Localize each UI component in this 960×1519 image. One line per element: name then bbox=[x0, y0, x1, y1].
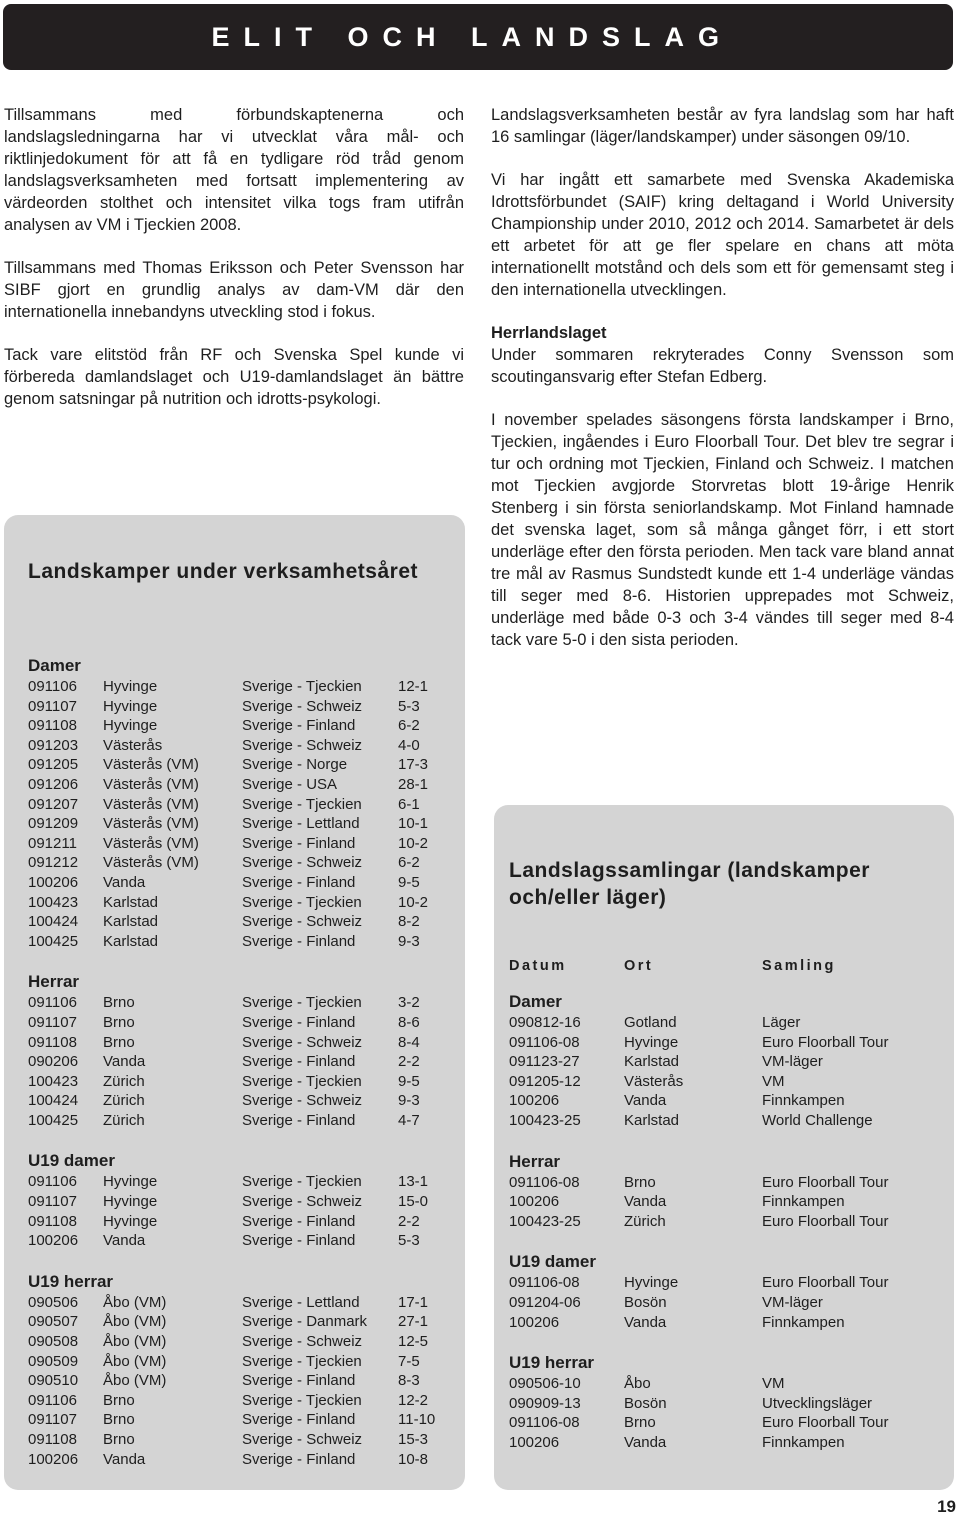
match-score: 8-4 bbox=[398, 1033, 420, 1051]
match-score: 6-2 bbox=[398, 717, 420, 735]
match-venue: Åbo (VM) bbox=[103, 1313, 167, 1331]
table-row bbox=[509, 1192, 932, 1212]
match-date: 091108 bbox=[28, 1431, 77, 1448]
group-title: U19 herrar bbox=[28, 1271, 114, 1291]
group-title: U19 damer bbox=[28, 1151, 115, 1171]
table-row bbox=[28, 1192, 438, 1212]
match-teams: Sverige - Finland bbox=[242, 1450, 356, 1468]
match-teams: Sverige - Finland bbox=[242, 1411, 356, 1429]
match-teams: Sverige - Finland bbox=[242, 1053, 356, 1071]
match-venue: Västerås (VM) bbox=[103, 834, 199, 852]
column-date: Datum bbox=[509, 958, 567, 974]
match-date: 090510 bbox=[28, 1372, 79, 1390]
matches-box-title: Landskamper under verksamhetsåret bbox=[28, 560, 418, 583]
match-venue: Västerås (VM) bbox=[103, 815, 199, 833]
table-row bbox=[28, 1231, 438, 1251]
match-date: 100206 bbox=[28, 873, 79, 891]
camp-date: 100206 bbox=[509, 1193, 560, 1211]
camp-date: 090506-10 bbox=[509, 1375, 581, 1393]
match-date: 091205 bbox=[28, 756, 79, 774]
table-row bbox=[28, 1371, 438, 1391]
camp-place: Brno bbox=[624, 1173, 656, 1191]
table-row bbox=[509, 1212, 932, 1232]
match-teams: Sverige - Lettland bbox=[242, 1293, 360, 1311]
camp-date: 091204-06 bbox=[509, 1293, 581, 1311]
camp-place: Vanda bbox=[624, 1313, 667, 1331]
camp-place: Karlstad bbox=[624, 1053, 680, 1071]
table-row bbox=[28, 912, 438, 932]
match-teams: Sverige - Danmark bbox=[242, 1313, 368, 1331]
match-teams: Sverige - Schweiz bbox=[242, 1431, 363, 1448]
match-venue: Zürich bbox=[103, 1111, 145, 1129]
table-row bbox=[509, 1293, 932, 1313]
match-score: 10-2 bbox=[398, 834, 429, 852]
match-venue: Karlstad bbox=[103, 913, 159, 931]
table-row bbox=[509, 1091, 932, 1111]
match-date: 091108 bbox=[28, 1033, 77, 1051]
match-score: 9-5 bbox=[398, 1072, 420, 1090]
matches-box bbox=[4, 515, 465, 1490]
match-score: 2-2 bbox=[398, 1212, 420, 1230]
match-venue: Hyvinge bbox=[103, 1193, 158, 1211]
camp-date: 090812-16 bbox=[509, 1014, 581, 1031]
camp-date: 100206 bbox=[509, 1313, 560, 1331]
table-row bbox=[28, 873, 438, 893]
paragraph bbox=[491, 409, 954, 651]
match-date: 091206 bbox=[28, 775, 79, 793]
match-date: 091212 bbox=[28, 854, 79, 872]
match-date: 100206 bbox=[28, 1450, 79, 1468]
group-title: U19 damer bbox=[509, 1252, 596, 1272]
table-row bbox=[509, 1413, 932, 1433]
table-row bbox=[509, 1072, 932, 1092]
camp-type: Finnkampen bbox=[762, 1193, 845, 1211]
camp-place: Hyvinge bbox=[624, 1033, 679, 1051]
table-row bbox=[28, 1212, 438, 1232]
match-date: 091106 bbox=[28, 1391, 77, 1409]
match-teams: Sverige - Tjeckien bbox=[242, 1173, 362, 1191]
camp-place: Vanda bbox=[624, 1193, 667, 1211]
match-teams: Sverige - Finland bbox=[242, 717, 356, 735]
match-venue: Zürich bbox=[103, 1092, 145, 1110]
match-teams: Sverige - Finland bbox=[242, 1232, 356, 1250]
table-row bbox=[509, 1033, 932, 1053]
match-score: 9-3 bbox=[398, 1092, 420, 1110]
paragraph: Tack vare elitstöd från RF och Svenska Spel kunde vi förbereda damlandslaget och U19-damlandslaget än bättre genom satsningar på nutrition och idrotts-psykologi. bbox=[4, 346, 464, 408]
match-venue: Hyvinge bbox=[103, 1173, 158, 1191]
camp-place: Karlstad bbox=[624, 1111, 680, 1129]
camp-place: Vanda bbox=[624, 1092, 667, 1110]
paragraph bbox=[491, 322, 954, 388]
match-venue: Hyvinge bbox=[103, 697, 158, 715]
match-score: 17-1 bbox=[398, 1293, 429, 1311]
camp-type: Finnkampen bbox=[762, 1433, 845, 1451]
match-venue: Brno bbox=[103, 1391, 135, 1409]
table-row bbox=[28, 736, 438, 756]
match-teams: Sverige - USA bbox=[242, 775, 338, 793]
match-venue: Västerås (VM) bbox=[103, 854, 199, 872]
match-teams: Sverige - Schweiz bbox=[242, 1193, 363, 1211]
group-title: Damer bbox=[28, 656, 81, 675]
table-row bbox=[28, 1172, 438, 1192]
group-title: Herrar bbox=[28, 972, 80, 992]
camp-date: 091106-08 bbox=[509, 1173, 580, 1191]
match-score: 12-2 bbox=[398, 1391, 429, 1409]
match-venue: Åbo (VM) bbox=[103, 1333, 167, 1351]
match-score: 5-3 bbox=[398, 1232, 420, 1250]
match-date: 090508 bbox=[28, 1333, 79, 1351]
match-date: 091107 bbox=[28, 697, 77, 715]
match-teams: Sverige - Schweiz bbox=[242, 736, 363, 754]
group-title: Herrar bbox=[509, 1151, 561, 1171]
table-row bbox=[28, 1450, 438, 1470]
match-score: 8-6 bbox=[398, 1013, 420, 1031]
match-venue: Västerås (VM) bbox=[103, 775, 199, 793]
table-row bbox=[28, 775, 438, 795]
paragraph-heading: Herrlandslaget bbox=[491, 324, 607, 342]
match-score: 5-3 bbox=[398, 697, 420, 715]
table-row bbox=[28, 1430, 438, 1450]
column-place: Ort bbox=[624, 958, 654, 974]
match-date: 091211 bbox=[28, 834, 77, 852]
match-venue: Hyvinge bbox=[103, 1212, 158, 1230]
camp-date: 090909-13 bbox=[509, 1394, 581, 1412]
paragraph bbox=[491, 169, 954, 301]
match-score: 3-2 bbox=[398, 994, 420, 1012]
table-row bbox=[28, 1052, 438, 1072]
match-teams: Sverige - Tjeckien bbox=[242, 1352, 362, 1370]
match-score: 2-2 bbox=[398, 1053, 420, 1071]
paragraph bbox=[491, 104, 954, 148]
table-row bbox=[28, 1332, 438, 1352]
camp-date: 091123-27 bbox=[509, 1053, 580, 1071]
table-row bbox=[509, 1313, 932, 1333]
camp-date: 100423-25 bbox=[509, 1111, 581, 1129]
table-row bbox=[28, 834, 438, 854]
camp-type: VM-läger bbox=[762, 1293, 823, 1311]
paragraph-text: I november spelades säsongens första landskamper i Brno, Tjeckien, ingåendes i Euro Floorball Tour. Det blev tre segrar i tur och ordning mot Tjeckien, Finland och Schweiz. I matchen mot Tjeckien avgjorde Storvretas blott 19-årige Henrik Stenberg i sin första seniorlandskamp. Mot Finland hamnade det svenska laget, som så många gånget förr, i ett stort underläge efter den första perioden. Men tack vare bland annat tre mål av Rasmus Sundstedt kunde ett 1-4 underläge vändas till seger med 8-6. Historien upprepades mot Schweiz, underläge med både 0-3 och 3-4 vändes till seger med 8-4 tack vare 5-0 i den sista perioden. bbox=[491, 411, 954, 649]
table-row bbox=[28, 755, 438, 775]
table-row bbox=[28, 932, 438, 952]
paragraph: Tillsammans med Thomas Eriksson och Peter Svensson har SIBF gjort en grundlig analys av dam-VM där den internationella innebandyns utveckling stod i fokus. bbox=[4, 259, 464, 321]
match-teams: Sverige - Finland bbox=[242, 873, 356, 891]
camp-type: VM bbox=[762, 1375, 785, 1393]
match-venue: Åbo (VM) bbox=[103, 1293, 167, 1311]
camp-date: 091106-08 bbox=[509, 1274, 580, 1292]
match-score: 10-8 bbox=[398, 1450, 429, 1468]
camp-place: Åbo bbox=[624, 1375, 651, 1393]
match-teams: Sverige - Schweiz bbox=[242, 913, 363, 931]
match-date: 090507 bbox=[28, 1313, 79, 1331]
match-date: 091106 bbox=[28, 994, 77, 1012]
table-row bbox=[28, 1312, 438, 1332]
match-date: 091203 bbox=[28, 736, 79, 754]
table-row bbox=[28, 1391, 438, 1411]
camp-date: 100206 bbox=[509, 1433, 560, 1451]
camp-type: VM-läger bbox=[762, 1053, 823, 1071]
match-teams: Sverige - Schweiz bbox=[242, 697, 363, 715]
column-camp: Samling bbox=[762, 958, 836, 974]
table-row bbox=[28, 716, 438, 736]
camp-place: Hyvinge bbox=[624, 1274, 679, 1292]
match-score: 27-1 bbox=[398, 1313, 429, 1331]
camps-box-title: Landslagssamlingar (landskamper och/eller läger) bbox=[509, 859, 870, 909]
camp-place: Gotland bbox=[624, 1014, 677, 1031]
camp-place: Vanda bbox=[624, 1433, 667, 1451]
paragraph-text: Landslagsverksamheten består av fyra landslag som har haft 16 samlingar (läger/landskamper) under säsongen 09/10. bbox=[491, 106, 954, 146]
column-headers bbox=[509, 955, 932, 977]
match-date: 100423 bbox=[28, 893, 79, 911]
match-teams: Sverige - Finland bbox=[242, 932, 356, 950]
paragraph-text: Vi har ingått ett samarbete med Svenska Akademiska Idrottsförbundet (SAIF) kring deltagand i World University Championship under 2010, 2012 och 2014. Samarbetet är dels ett arbetet för att ge fler spelare en chans att möta internationellt motstånd och dels som ett för gemensamt steg i den internationella utvecklingen. bbox=[491, 171, 954, 299]
section-title: ELIT OCH LANDSLAG bbox=[211, 22, 733, 52]
camp-date: 091106-08 bbox=[509, 1033, 580, 1051]
match-venue: Brno bbox=[103, 1033, 135, 1051]
match-venue: Vanda bbox=[103, 1232, 146, 1250]
match-score: 10-1 bbox=[398, 815, 429, 833]
camps-table bbox=[509, 955, 932, 1453]
match-teams: Sverige - Finland bbox=[242, 1111, 356, 1129]
table-row bbox=[509, 1374, 932, 1394]
group-title: Damer bbox=[509, 992, 562, 1011]
camp-place: Västerås bbox=[624, 1072, 684, 1090]
camp-date: 091106-08 bbox=[509, 1414, 580, 1432]
camp-type: Euro Floorball Tour bbox=[762, 1414, 889, 1432]
camp-type: Finnkampen bbox=[762, 1092, 845, 1110]
match-score: 6-2 bbox=[398, 854, 420, 872]
match-date: 091107 bbox=[28, 1411, 77, 1429]
camp-type: Euro Floorball Tour bbox=[762, 1212, 889, 1230]
table-row bbox=[28, 893, 438, 913]
match-teams: Sverige - Schweiz bbox=[242, 1092, 363, 1110]
match-venue: Vanda bbox=[103, 1053, 146, 1071]
page-number: 19 bbox=[937, 1497, 956, 1516]
match-teams: Sverige - Schweiz bbox=[242, 854, 363, 872]
camp-type: Euro Floorball Tour bbox=[762, 1173, 889, 1191]
camp-type: Finnkampen bbox=[762, 1313, 845, 1331]
camp-type: World Challenge bbox=[762, 1111, 873, 1129]
match-teams: Sverige - Finland bbox=[242, 1212, 356, 1230]
match-date: 091106 bbox=[28, 1173, 77, 1191]
match-venue: Västerås (VM) bbox=[103, 795, 199, 813]
match-teams: Sverige - Schweiz bbox=[242, 1033, 363, 1051]
match-venue: Brno bbox=[103, 1431, 135, 1448]
table-row bbox=[28, 1033, 438, 1053]
match-date: 100425 bbox=[28, 1111, 79, 1129]
match-venue: Västerås bbox=[103, 736, 163, 754]
match-venue: Åbo (VM) bbox=[103, 1352, 167, 1370]
camps-box bbox=[494, 805, 954, 1490]
table-row bbox=[28, 1072, 438, 1092]
camp-type: Utvecklingsläger bbox=[762, 1394, 873, 1412]
match-date: 091106 bbox=[28, 678, 77, 695]
match-score: 9-3 bbox=[398, 932, 420, 950]
right-text-column bbox=[491, 104, 954, 672]
camp-date: 091205-12 bbox=[509, 1072, 581, 1090]
table-row bbox=[28, 697, 438, 717]
table-row bbox=[509, 1433, 932, 1453]
match-date: 091207 bbox=[28, 795, 79, 813]
match-date: 100424 bbox=[28, 913, 79, 931]
table-row bbox=[28, 1352, 438, 1372]
camp-place: Bosön bbox=[624, 1293, 667, 1311]
match-teams: Sverige - Norge bbox=[242, 756, 348, 774]
table-row bbox=[28, 1013, 438, 1033]
camp-place: Zürich bbox=[624, 1212, 666, 1230]
camp-place: Bosön bbox=[624, 1394, 667, 1412]
match-date: 090509 bbox=[28, 1352, 79, 1370]
match-teams: Sverige - Tjeckien bbox=[242, 795, 362, 813]
table-row bbox=[509, 1052, 932, 1072]
match-date: 091108 bbox=[28, 1212, 77, 1230]
match-venue: Hyvinge bbox=[103, 717, 158, 735]
table-row bbox=[509, 1273, 932, 1293]
match-venue: Vanda bbox=[103, 873, 146, 891]
match-teams: Sverige - Tjeckien bbox=[242, 1391, 362, 1409]
camp-type: VM bbox=[762, 1072, 785, 1090]
match-date: 100423 bbox=[28, 1072, 79, 1090]
table-row bbox=[28, 677, 438, 697]
match-score: 8-2 bbox=[398, 913, 420, 931]
match-score: 9-5 bbox=[398, 873, 420, 891]
table-row bbox=[509, 1013, 932, 1033]
match-teams: Sverige - Schweiz bbox=[242, 1333, 363, 1351]
match-score: 6-1 bbox=[398, 795, 420, 813]
match-score: 28-1 bbox=[398, 775, 429, 793]
match-date: 100424 bbox=[28, 1092, 79, 1110]
match-venue: Karlstad bbox=[103, 893, 159, 911]
match-score: 11-10 bbox=[398, 1411, 436, 1429]
match-teams: Sverige - Finland bbox=[242, 834, 356, 852]
match-venue: Brno bbox=[103, 1411, 135, 1429]
match-teams: Sverige - Finland bbox=[242, 1372, 356, 1390]
match-teams: Sverige - Tjeckien bbox=[242, 1072, 362, 1090]
paragraph: Tillsammans med förbundskaptenerna och landslagsledningarna har vi utvecklat våra mål- och riktlinjedokument för att få en tydligare röd tråd genom landslagsverksamheten med fortsatt implementering av värdeorden stolthet och intensitet vilka togs fram utifrån analysen av VM i Tjeckien 2008. bbox=[4, 106, 464, 234]
group-title: U19 herrar bbox=[509, 1353, 595, 1373]
match-teams: Sverige - Lettland bbox=[242, 815, 360, 833]
page-header bbox=[3, 4, 953, 70]
match-teams: Sverige - Tjeckien bbox=[242, 678, 362, 695]
left-text-column bbox=[4, 104, 464, 431]
table-row bbox=[28, 1293, 438, 1313]
match-venue: Brno bbox=[103, 994, 135, 1012]
table-row bbox=[28, 853, 438, 873]
camp-type: Euro Floorball Tour bbox=[762, 1274, 889, 1292]
camp-date: 100206 bbox=[509, 1092, 560, 1110]
match-venue: Hyvinge bbox=[103, 678, 158, 695]
table-row bbox=[28, 993, 438, 1013]
matches-table bbox=[28, 655, 438, 1469]
match-teams: Sverige - Finland bbox=[242, 1013, 356, 1031]
match-date: 091107 bbox=[28, 1013, 77, 1031]
table-row bbox=[28, 795, 438, 815]
camp-type: Euro Floorball Tour bbox=[762, 1033, 889, 1051]
match-teams: Sverige - Tjeckien bbox=[242, 994, 362, 1012]
match-score: 13-1 bbox=[398, 1173, 429, 1191]
match-score: 15-3 bbox=[398, 1431, 429, 1448]
match-venue: Vanda bbox=[103, 1450, 146, 1468]
match-score: 12-1 bbox=[398, 678, 429, 695]
match-score: 7-5 bbox=[398, 1352, 420, 1370]
match-score: 12-5 bbox=[398, 1333, 429, 1351]
match-score: 17-3 bbox=[398, 756, 429, 774]
match-date: 100425 bbox=[28, 932, 79, 950]
table-row bbox=[28, 1111, 438, 1131]
camp-place: Brno bbox=[624, 1414, 656, 1432]
match-date: 090206 bbox=[28, 1053, 79, 1071]
match-date: 090506 bbox=[28, 1293, 79, 1311]
paragraph-text: Under sommaren rekryterades Conny Svensson som scoutingansvarig efter Stefan Edberg. bbox=[491, 346, 954, 386]
match-venue: Brno bbox=[103, 1013, 135, 1031]
camp-date: 100423-25 bbox=[509, 1212, 581, 1230]
match-date: 100206 bbox=[28, 1232, 79, 1250]
table-row bbox=[509, 1111, 932, 1131]
match-venue: Västerås (VM) bbox=[103, 756, 199, 774]
camp-type: Läger bbox=[762, 1014, 801, 1031]
table-row bbox=[509, 1394, 932, 1414]
match-date: 091108 bbox=[28, 717, 77, 735]
match-venue: Åbo (VM) bbox=[103, 1372, 167, 1390]
match-score: 8-3 bbox=[398, 1372, 420, 1390]
table-row bbox=[28, 1410, 438, 1430]
match-score: 10-2 bbox=[398, 893, 429, 911]
match-score: 4-7 bbox=[398, 1111, 420, 1129]
match-score: 15-0 bbox=[398, 1193, 429, 1211]
match-venue: Karlstad bbox=[103, 932, 159, 950]
match-score: 4-0 bbox=[398, 736, 420, 754]
match-date: 091209 bbox=[28, 815, 79, 833]
table-row bbox=[28, 814, 438, 834]
match-date: 091107 bbox=[28, 1193, 77, 1211]
table-row bbox=[509, 1173, 932, 1193]
table-row bbox=[28, 1091, 438, 1111]
match-teams: Sverige - Tjeckien bbox=[242, 893, 362, 911]
match-venue: Zürich bbox=[103, 1072, 145, 1090]
